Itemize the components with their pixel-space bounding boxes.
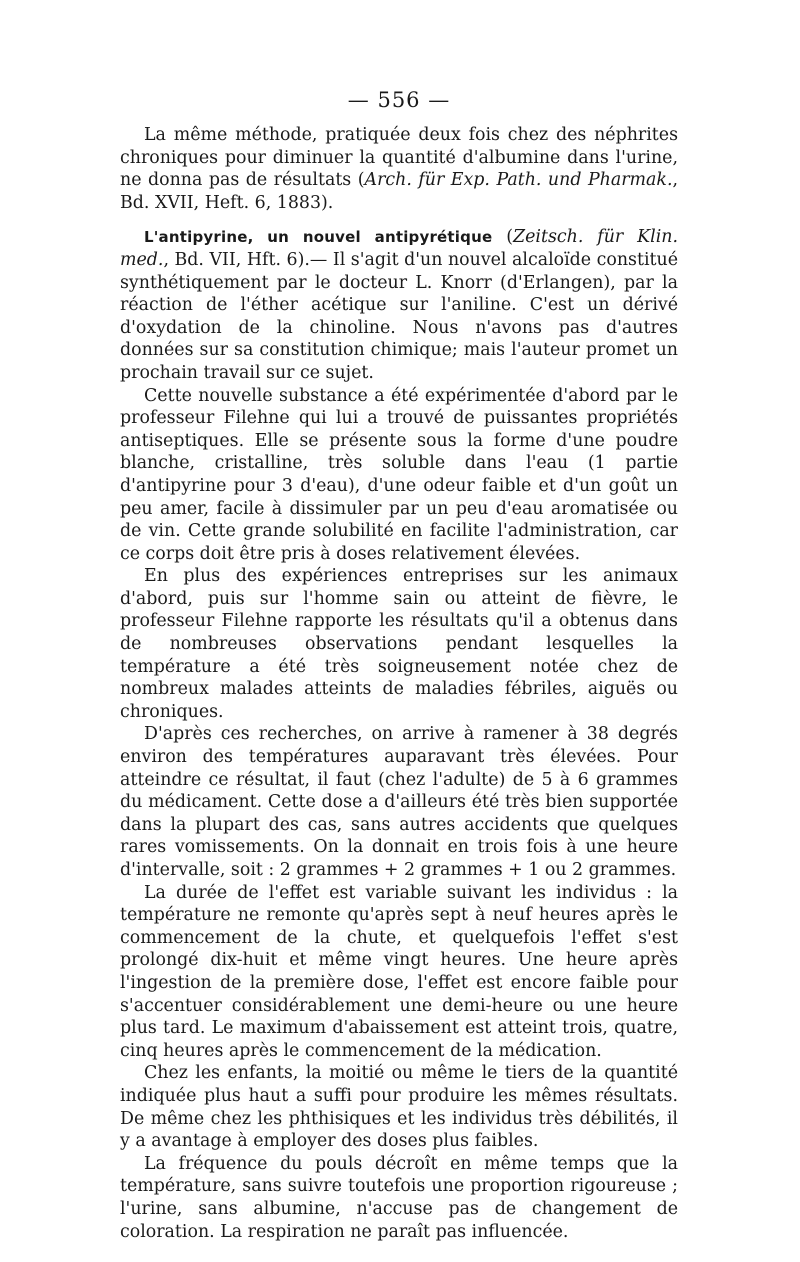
page-number: — 556 — — [347, 88, 451, 112]
paragraph-experiments — [120, 565, 678, 723]
text-run: , Bd. XVII, Heft. 6, 1883). — [120, 170, 678, 213]
text-run: D'après ces recherches, on arrive à ramener à 38 degrés environ des températures auparavant très élevées. Pour atteindre ce résultat, il faut (chez l'adulte) de 5 à 6 grammes du médicament. Cette dose a d'ailleurs été très bien supportée dans la plupart des cas, sans autres accidents que quelques rares vomissements. On la donnait en trois fois à une heure d'intervalle, soit : 2 grammes + 2 grammes + 1 ou 2 grammes. — [120, 724, 678, 880]
article-heading: L'antipyrine, un nouvel antipyrétique — [144, 228, 493, 247]
paragraph-substance — [120, 385, 678, 566]
text-run: Chez les enfants, la moitié ou même le tiers de la quantité indiquée plus haut a suffi pour produire les mêmes résultats. De même chez les phthisiques et les individus très débilités, il y a avantage à employer des doses plus faibles. — [120, 1063, 678, 1152]
text-run: , Bd. VII, Hft. 6).— Il s'agit d'un nouvel alcaloïde constitué synthétiquement par le docteur L. Knorr (d'Erlangen), par la réaction de l'éther acétique sur l'aniline. C'est un dérivé d'oxydation de la chinoline. Nous n'avons pas d'autres données sur sa constitution chimique; mais l'auteur promet un prochain travail sur ce sujet. — [120, 249, 678, 383]
paragraph-antipyrine-intro — [120, 226, 678, 384]
paragraph-pulse — [120, 1153, 678, 1243]
text-run: La même méthode, pratiquée deux fois chez des néphrites chroniques pour diminuer la quantité d'albumine dans l'urine, ne donna pas de résultats ( — [120, 125, 678, 191]
text-run: Cette nouvelle substance a été expérimentée d'abord par le professeur Filehne qui lui a trouvé de puissantes propriétés antiseptiques. Elle se présente sous la forme d'une poudre blanche, cristalline, très soluble dans l'eau (1 partie d'antipyrine pour 3 d'eau), d'une odeur faible et d'un goût un peu amer, facile à dissimuler par un peu d'eau aromatisée ou de vin. Cette grande solubilité en facilite l'administration, car ce corps doit être pris à doses relativement élevées. — [120, 385, 678, 564]
paragraph-results — [120, 723, 678, 881]
paragraph-children — [120, 1062, 678, 1152]
paragraph-albumine-method — [120, 124, 678, 214]
citation-italic: Zeitsch. für Klin. med. — [120, 227, 678, 270]
text-run: La fréquence du pouls décroît en même temps que la température, sans suivre toutefois une proportion rigoureuse ; l'urine, sans albumine, n'accuse pas de changement de coloration. La respiration ne paraît pas influencée. — [120, 1153, 678, 1242]
paragraph-duration — [120, 882, 678, 1063]
text-run: La durée de l'effet est variable suivant les individus : la température ne remonte qu'après sept à neuf heures après le commencement de la chute, et quelquefois l'effet s'est prolongé dix-huit et même vingt heures. Une heure après l'ingestion de la première dose, l'effet est encore faible pour s'accentuer considérablement une demi-heure ou une heure plus tard. Le maximum d'abaissement est atteint trois, quatre, cinq heures après le commencement de la médication. — [120, 882, 678, 1061]
citation-italic: Arch. für Exp. Path. und Pharmak. — [364, 170, 673, 191]
text-run: En plus des expériences entreprises sur les animaux d'abord, puis sur l'homme sain ou atteint de fièvre, le professeur Filehne rapporte les résultats qu'il a obtenus dans de nombreuses observations pendant lesquelles la température a été très soigneusement notée chez de nombreux malades atteints de maladies fébriles, aiguës ou chroniques. — [120, 566, 678, 722]
text-run: ( — [492, 227, 514, 248]
